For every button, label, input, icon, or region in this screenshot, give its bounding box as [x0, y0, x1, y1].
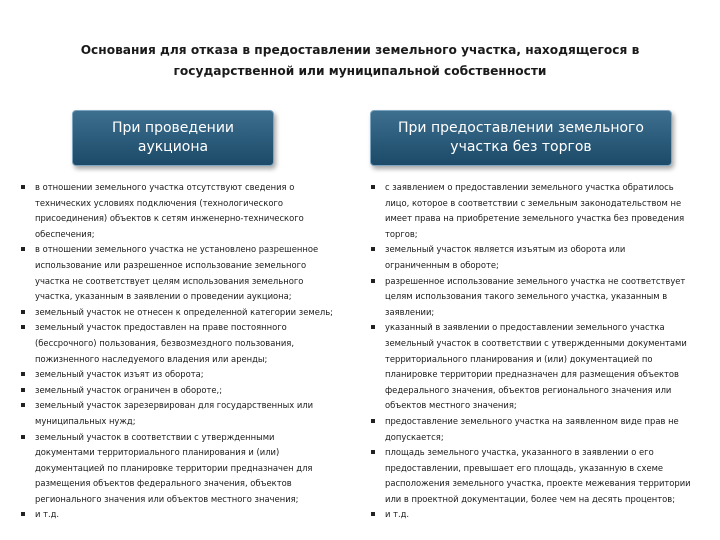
- list-item: с заявлением о предоставлении земельного участка обратилось лицо, которое в соответствии с земельным законодательством не имеет права на приобретение земельного участка без проведения торгов;: [370, 180, 692, 242]
- list-item: земельный участок в соответствии с утвержденными документами территориального планирования и (или) документацией по планировке территории предназначен для размещения объектов федерального значения, объектов регионального значения или объектов местного значения;: [20, 430, 335, 508]
- list-item: земельный участок является изъятым из оборота или ограниченным в обороте;: [370, 242, 692, 273]
- list-item: указанный в заявлении о предоставлении земельного участка земельный участок в соответствии с утвержденными документами территориального планирования и (или) документацией по планировке территории предназначен для размещения объектов федерального значения, объектов регионального значения или объектов местного значения;: [370, 320, 692, 414]
- list-item: разрешенное использование земельного участка не соответствует целям использования такого земельного участка, указанным в заявлении;: [370, 274, 692, 321]
- list-item: земельный участок не отнесен к определенной категории земель;: [20, 305, 335, 321]
- no-tender-header-line1: При предоставлении земельного: [398, 120, 644, 136]
- no-tender-header-line2: участка без торгов: [450, 139, 592, 155]
- page-title-line2: государственной или муниципальной собственности: [173, 64, 547, 78]
- list-item: в отношении земельного участка не установлено разрешенное использование или разрешенное использование земельного участка не соответствует целям использования земельного участка, указанным в заявлении о проведении аукциона;: [20, 242, 335, 304]
- page-title: [60, 40, 660, 82]
- list-item: земельный участок предоставлен на праве постоянного (бессрочного) пользования, безвозмездного пользования, пожизненного наследуемого владения или аренды;: [20, 320, 335, 367]
- list-item: земельный участок ограничен в обороте,;: [20, 383, 335, 399]
- list-item: и т.д.: [20, 507, 335, 523]
- auction-header-line1: При проведении: [111, 120, 235, 136]
- list-item: площадь земельного участка, указанного в заявлении о его предоставлении, превышает его площадь, указанную в схеме расположения земельного участка, проекте межевания территории или в проектной документации, более чем на десять процентов;: [370, 445, 692, 507]
- page-title-line1: Основания для отказа в предоставлении земельного участка, находящегося в: [80, 43, 640, 57]
- auction-header-box: [72, 110, 274, 166]
- auction-grounds-list: [20, 180, 335, 523]
- list-item: земельный участок зарезервирован для государственных или муниципальных нужд;: [20, 398, 335, 429]
- list-item: в отношении земельного участка отсутствуют сведения о технических условиях подключения (технологического присоединения) объектов к сетям инженерно-технического обеспечения;: [20, 180, 335, 242]
- list-item: земельный участок изъят из оборота;: [20, 367, 335, 383]
- no-tender-grounds-list: [370, 180, 692, 523]
- list-item: и т.д.: [370, 507, 692, 523]
- auction-grounds-column: [20, 180, 335, 523]
- no-tender-header-box: [370, 110, 672, 166]
- no-tender-grounds-column: [370, 180, 692, 523]
- list-item: предоставление земельного участка на заявленном виде прав не допускается;: [370, 414, 692, 445]
- auction-header-line2: аукциона: [137, 139, 209, 155]
